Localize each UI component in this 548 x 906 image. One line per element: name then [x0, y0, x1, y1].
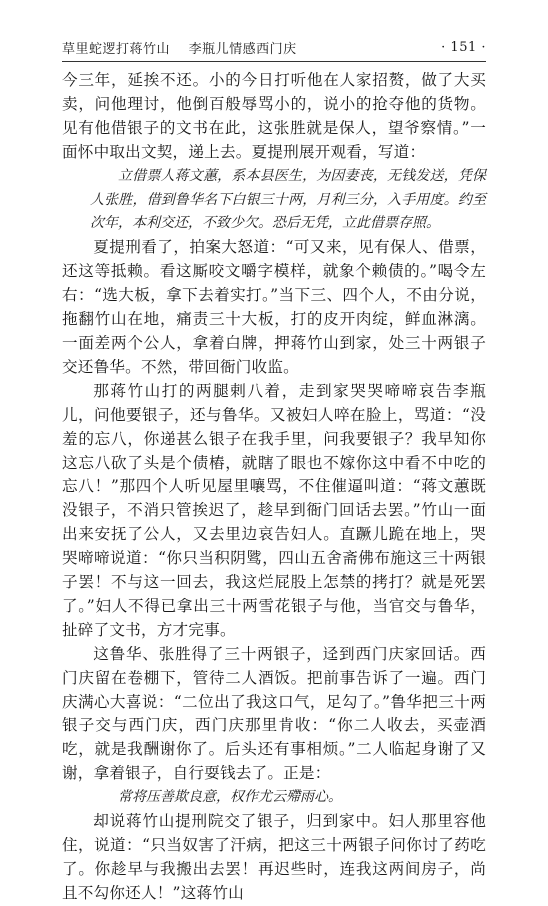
paragraph: 夏提刑看了，拍案大怒道：“可又来，见有保人、借票，还这等抵赖。看这厮咬文嚼字模样，就象个赖债的。”喝令左右：“选大板，拿下去着实打。”当下三、四个人，不由分说，拖翻竹山在地，痛责三十大板，打的皮开肉绽，鲜血淋漓。一面差两个公人，拿着白牌，押蒋竹山到家，处三十两银子交还鲁华。不然，带回衙门收监。: [62, 238, 486, 376]
running-header: [62, 36, 486, 58]
chapter-titles: [62, 38, 311, 57]
page-number: · 151 ·: [441, 39, 486, 55]
chapter-title-1: 草里蛇逻打蒋竹山: [62, 41, 171, 57]
page-body: [62, 69, 486, 906]
paragraph: 却说蒋竹山提刑院交了银子，归到家中。妇人那里容他住，说道：“只当奴害了汗病，把这三十两银子问你讨了药吃了。你趁早与我搬出去罢！再迟些时，连我这两间房子，尚且不勾你还人！”这蒋竹山: [62, 812, 486, 902]
verse-couplet: 常将压善欺良意，权作尤云殢雨心。: [118, 789, 342, 806]
paragraph: 那蒋竹山打的两腿剌八着，走到家哭哭啼啼哀告李瓶儿，问他要银子，还与鲁华。又被妇人啐在脸上，骂道：“没羞的忘八，你递甚么银子在我手里，问我要银子？我早知你这忘八砍了头是个债樁，就瞎了眼也不嫁你这中看不中吃的忘八！”那四个人听见屋里嚷骂，不住催逼叫道：“蒋文蕙既没银子，不消只管挨迟了，趁早到衙门回话去罢。”竹山一面出来安抚了公人，又去里边哀告妇人。直蹶儿跪在地上，哭哭啼啼说道：“你只当积阴骘，四山五舍斋佛布施这三十两银子罢！不与这一回去，我这烂屁股上怎禁的拷打？就是死罢了。”妇人不得已拿出三十两雪花银子与他，当官交与鲁华，扯碎了文书，方才完事。: [62, 381, 486, 639]
paragraph: 今三年，延挨不还。小的今日打听他在人家招赘，做了大买卖，问他理讨，他倒百般辱骂小的，说小的抢夺他的货物。见有他借银子的文书在此，这张胜就是保人，望爷察情。”一面怀中取出文契，递上去。夏提刑展开观看，写道：: [62, 71, 486, 161]
header-rule: [62, 61, 486, 62]
paragraph: 这鲁华、张胜得了三十两银子，迳到西门庆家回话。西门庆留在卷棚下，管待二人酒饭。把前事告诉了一遍。西门庆满心大喜说：“二位出了我这口气，足勾了。”鲁华把三十两银子交与西门庆，西门庆那里肯收：“你二人收去，买壶酒吃，就是我酬谢你了。后头还有事相烦。”二人临起身谢了又谢，拿着银子，自行耍钱去了。正是：: [62, 644, 486, 783]
chapter-title-2: 李瓶儿情感西门庆: [188, 41, 297, 57]
loan-note-quote: 立借票人蒋文蕙，系本县医生，为因妻丧，无钱发送，凭保人张胜，借到鲁华名下白银三十两，月利三分，入手用度。约至次年，本利交还，不致少欠。恐后无凭，立此借票存照。: [90, 167, 486, 232]
